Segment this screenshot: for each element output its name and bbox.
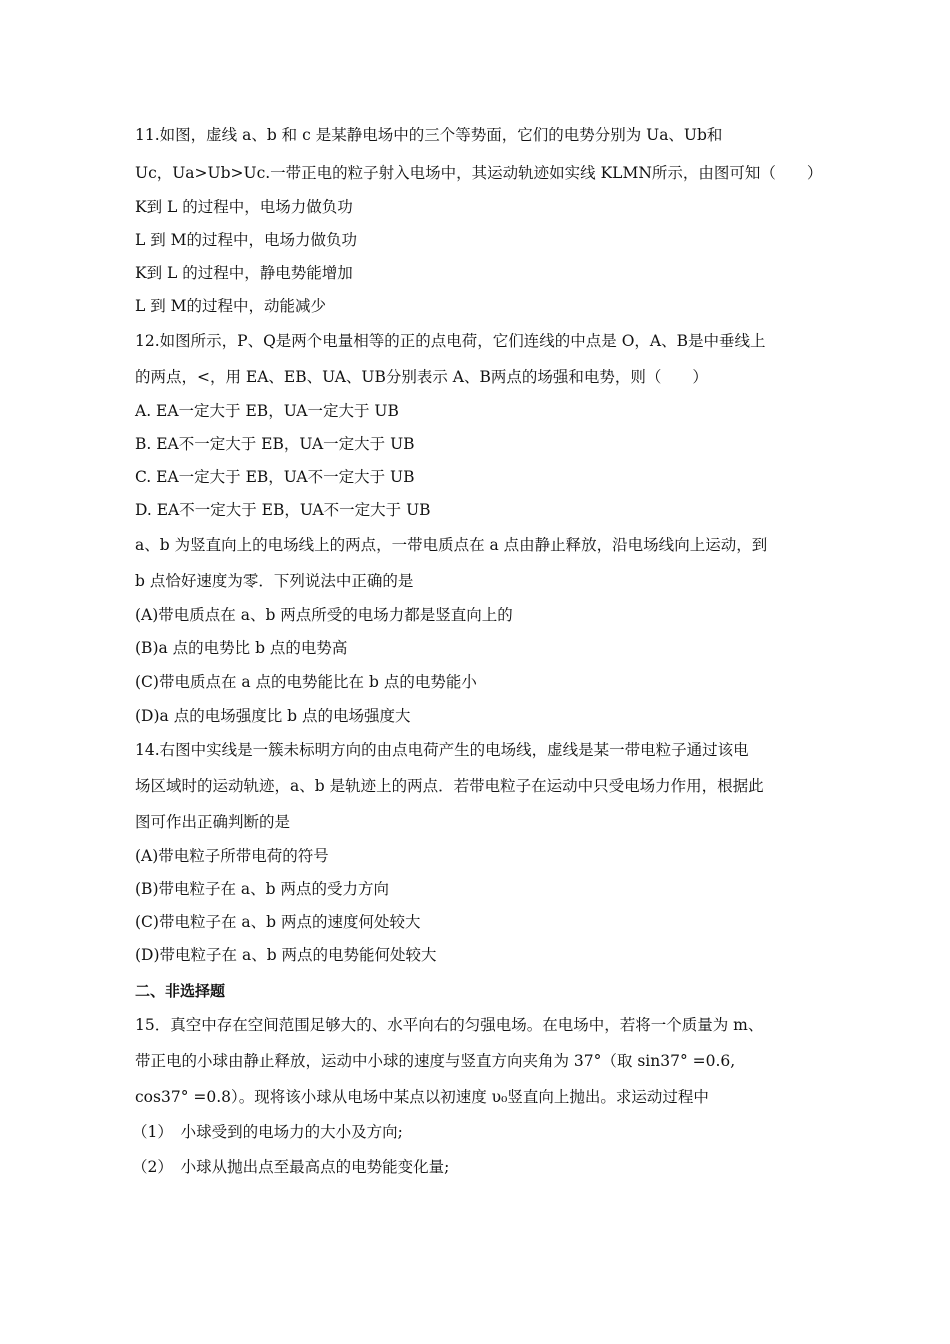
q14-line-1: 14.右图中实线是一簇未标明方向的由点电荷产生的电场线，虚线是某一带电粒子通过该电: [135, 741, 749, 759]
q13-option-a: (A)带电质点在 a、b 两点所受的电场力都是竖直向上的: [135, 606, 513, 624]
q15-subquestion-1: （1） 小球受到的电场力的大小及方向;: [132, 1123, 403, 1141]
q15-line-1: 15．真空中存在空间范围足够大的、水平向右的匀强电场。在电场中，若将一个质量为 m、: [135, 1016, 764, 1034]
q14-option-c: (C)带电粒子在 a、b 两点的速度何处较大: [135, 913, 421, 931]
q14-option-a: (A)带电粒子所带电荷的符号: [135, 847, 329, 865]
q12-option-a: A. EA一定大于 EB，UA一定大于 UB: [135, 402, 399, 420]
q14-option-d: (D)带电粒子在 a、b 两点的电势能何处较大: [135, 946, 437, 964]
q12-option-d: D. EA不一定大于 EB，UA不一定大于 UB: [135, 501, 431, 519]
q11-option-2: L 到 M的过程中，电场力做负功: [135, 231, 358, 249]
q12-option-b: B. EA不一定大于 EB，UA一定大于 UB: [135, 435, 415, 453]
q15-line-3: cos37° =0.8）。现将该小球从电场中某点以初速度 υ₀竖直向上抛出。求运动过程中: [135, 1088, 709, 1106]
q12-option-c: C. EA一定大于 EB，UA不一定大于 UB: [135, 468, 415, 486]
q13-option-b: (B)a 点的电势比 b 点的电势高: [135, 639, 348, 657]
q12-line-2: 的两点，<，用 EA、EB、UA、UB分别表示 A、B两点的场强和电势，则（ ）: [135, 368, 708, 386]
q14-line-3: 图可作出正确判断的是: [135, 813, 291, 831]
q13-line-2: b 点恰好速度为零．下列说法中正确的是: [135, 572, 414, 590]
q11-option-1: K到 L 的过程中，电场力做负功: [135, 198, 353, 216]
q15-line-2: 带正电的小球由静止释放，运动中小球的速度与竖直方向夹角为 37°（取 sin37° =0.6,: [135, 1052, 736, 1070]
q11-line-1: 11.如图，虚线 a、b 和 c 是某静电场中的三个等势面，它们的电势分别为 Ua、Ub和: [135, 126, 723, 144]
q14-line-2: 场区域时的运动轨迹，a、b 是轨迹上的两点．若带电粒子在运动中只受电场力作用，根据此: [135, 777, 764, 795]
q13-line-1: a、b 为竖直向上的电场线上的两点，一带电质点在 a 点由静止释放，沿电场线向上运动，到: [135, 536, 768, 554]
section-heading: 二、非选择题: [135, 982, 226, 1000]
q11-option-3: K到 L 的过程中，静电势能增加: [135, 264, 353, 282]
q11-line-2: Uc，Ua>Ub>Uc.一带正电的粒子射入电场中，其运动轨迹如实线 KLMN所示，由图可知（ ）: [135, 164, 823, 182]
q15-subquestion-2: （2） 小球从抛出点至最高点的电势能变化量;: [132, 1158, 450, 1176]
q11-option-4: L 到 M的过程中，动能减少: [135, 297, 327, 315]
q13-option-c: (C)带电质点在 a 点的电势能比在 b 点的电势能小: [135, 673, 477, 691]
q12-line-1: 12.如图所示，P、Q是两个电量相等的正的点电荷，它们连线的中点是 O，A、B是中垂线上: [135, 332, 766, 350]
q13-option-d: (D)a 点的电场强度比 b 点的电场强度大: [135, 707, 411, 725]
q14-option-b: (B)带电粒子在 a、b 两点的受力方向: [135, 880, 390, 898]
